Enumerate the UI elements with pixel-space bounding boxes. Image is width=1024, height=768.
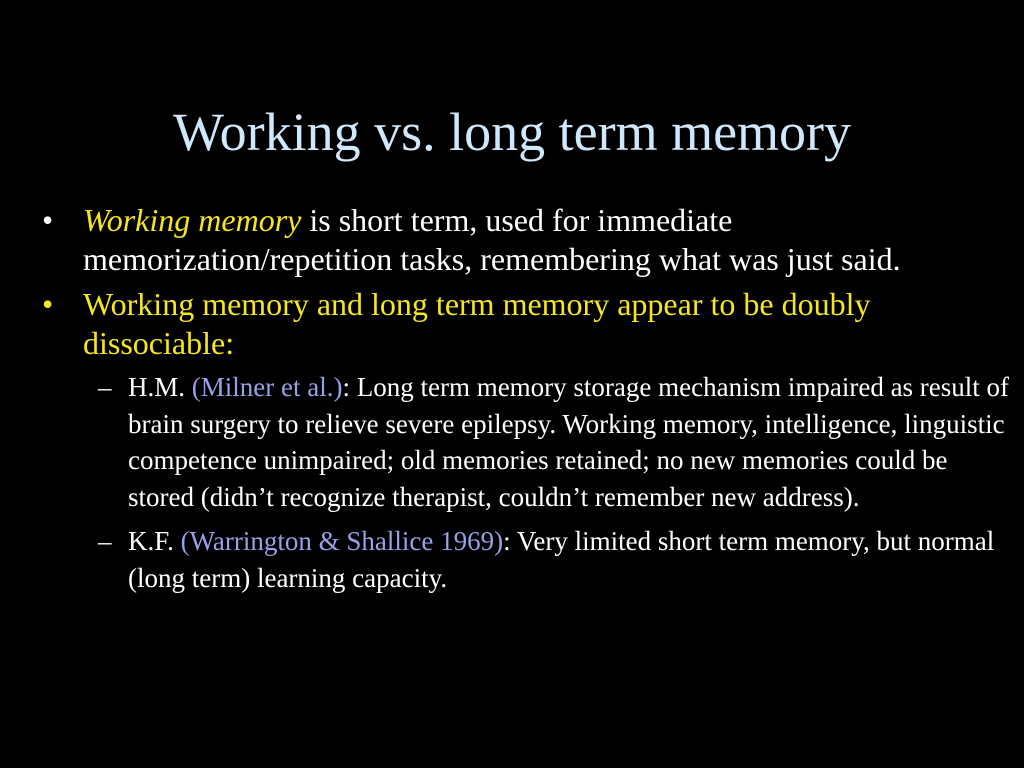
dash-marker: – xyxy=(98,372,112,402)
subbullet-item-kf xyxy=(40,523,1010,596)
slide-body xyxy=(40,201,1010,604)
case-label: K.F. xyxy=(128,526,181,556)
bullet-marker: • xyxy=(42,286,54,322)
bullet-item-2 xyxy=(40,285,1010,363)
citation: (Warrington & Shallice 1969) xyxy=(180,526,504,556)
subbullet-text: : Very limited short term memory, but normal (long term) learning capacity. xyxy=(128,526,995,593)
bullet-text: Working memory and long term memory appear to be doubly dissociable: xyxy=(83,286,871,361)
bullet-text: is short term, used for immediate memorization/repetition tasks, remembering what was just said. xyxy=(83,202,901,277)
case-label: H.M. xyxy=(128,372,192,402)
dash-marker: – xyxy=(98,526,112,556)
highlighted-term: Working memory xyxy=(83,202,302,238)
subbullet-item-hm xyxy=(40,369,1010,515)
bullet-marker: • xyxy=(42,202,54,238)
slide-title: Working vs. long term memory xyxy=(172,102,852,162)
bullet-item-1 xyxy=(40,201,1010,279)
subbullet-text: : Long term memory storage mechanism impaired as result of brain surgery to relieve severe epilepsy. Working memory, intelligence, linguistic competence unimpaired; old memories retained; no new memories could be stored (didn’t recognize therapist, couldn’t remember new address). xyxy=(128,372,1010,512)
citation: (Milner et al.) xyxy=(191,372,343,402)
